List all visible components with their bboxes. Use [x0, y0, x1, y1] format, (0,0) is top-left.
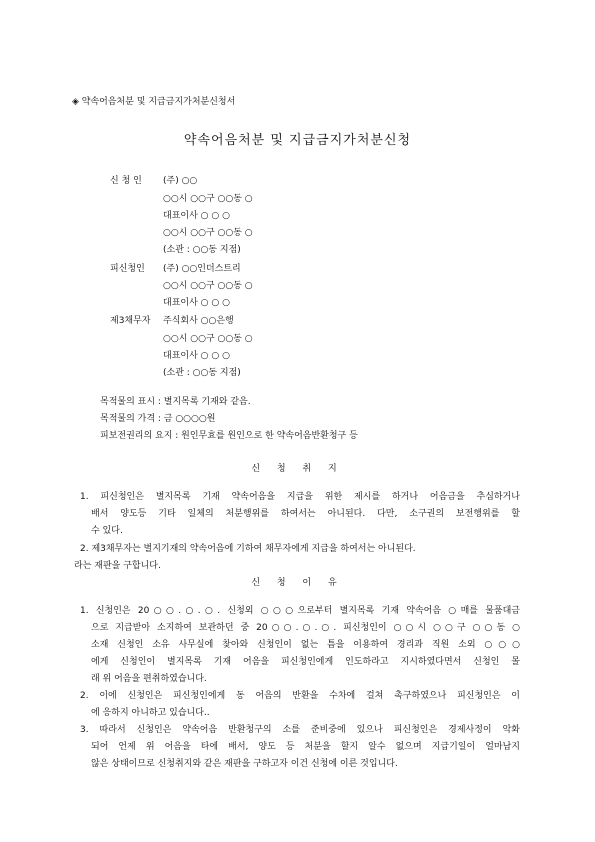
purpose-closing [74, 560, 514, 577]
text-line: 배서 양도등 기타 일체의 처분행위를 하여서는 아니된다. 다만, 소구권의 보전행위를 할 [91, 509, 520, 519]
applicant-line: 대표이사 ○ ○ ○ [163, 211, 230, 221]
text-line: 에 응하지 아니하고 있습니다.. [91, 708, 210, 718]
meta-line: 목적물의 가격 : 금 ○○○○원 [100, 414, 216, 424]
text-line: 되어 언제 위 어음을 타에 배서, 양도 등 처분을 할지 알수 없으며 지급기일이 얼마남지 [91, 742, 520, 752]
text-line: 라는 재판을 구합니다. [74, 561, 161, 571]
text-line: 으로 지급받아 소지하여 보관하던 중 20○○.○.○. 피신청인이 ○○시 ○○구 ○○동 ○ [91, 623, 520, 633]
text-line: 않은 상태이므로 신청취지와 같은 재판을 구하고자 이건 신청에 이른 것입니다. [91, 759, 398, 769]
respondent-line: ○○시 ○○구 ○○동 ○ [163, 281, 253, 291]
text-line: 3. 따라서 신청인은 약속어음 반환청구의 소를 준비중에 있으나 피신청인은 경제사정이 악화 [80, 725, 520, 735]
text-line: 에게 신청인이 별지목록 기재 어음을 피신청인에게 인도하라고 지시하였다면서 신청인 몰 [91, 657, 520, 667]
text-line: 2. 제3채무자는 별지기재의 약속어음에 기하여 채무자에게 지급을 하여서는 아니된다. [80, 544, 416, 554]
reasons-title: 신 청 이 유 [251, 578, 344, 588]
reasons-item-3 [80, 724, 520, 775]
text-line: 1. 피신청인은 별지목록 기재 약속어음을 지급을 위한 제시를 하거나 어음금을 추심하거나 [80, 492, 520, 502]
applicant-line: ○○시 ○○구 ○○동 ○ [163, 194, 253, 204]
respondent-line: (주) ○○인더스트리 [163, 264, 241, 274]
purpose-title: 신 청 취 지 [251, 464, 344, 474]
text-line: 수 있다. [91, 526, 123, 536]
text-line: 1. 신청인은 20○○.○.○. 신청외 ○○○으로부터 별지목록 기재 약속어음 ○매를 물품대금 [80, 606, 520, 616]
respondent-label: 피신청인 [110, 264, 145, 274]
purpose-item-2 [80, 543, 520, 560]
third-party-line: 대표이사 ○ ○ ○ [163, 351, 230, 361]
text-line: 래 위 어음을 편취하였습니다. [91, 674, 207, 684]
meta-line: 피보전권리의 요지 : 원인무효를 원인으로 한 약속어음반환청구 등 [100, 431, 358, 441]
document-header: ◈ 약속어음처분 및 지급금지가처분신청서 [72, 97, 236, 107]
third-party-line: (소관 : ○○동 지점) [163, 368, 241, 378]
text-line: 소재 신청인 소유 사무실에 찾아와 신청인이 없는 틈을 이용하여 경리과 직원 소외 ○○○ [91, 640, 520, 650]
third-party-line: 주식회사 ○○은행 [163, 316, 234, 326]
third-party-label: 제3채무자 [110, 316, 151, 326]
document-title: 약속어음처분 및 지급금지가처분신청 [183, 133, 412, 148]
applicant-line: ○○시 ○○구 ○○동 ○ [163, 228, 253, 238]
text-line: 2. 이에 신청인은 피신청인에게 동 어음의 반환을 수차에 걸쳐 촉구하였으나 피신청인은 이 [80, 691, 520, 701]
applicant-line: (주) ○○ [163, 176, 198, 186]
purpose-item-1 [80, 491, 520, 542]
meta-line: 목적물의 표시 : 별지목록 기재와 같음. [100, 397, 251, 407]
reasons-item-2 [80, 690, 520, 724]
respondent-line: 대표이사 ○ ○ ○ [163, 298, 230, 308]
applicant-line: (소관 : ○○동 지점) [163, 245, 241, 255]
applicant-label: 신 청 인 [110, 176, 142, 186]
third-party-line: ○○시 ○○구 ○○동 ○ [163, 334, 253, 344]
reasons-item-1 [80, 605, 520, 690]
